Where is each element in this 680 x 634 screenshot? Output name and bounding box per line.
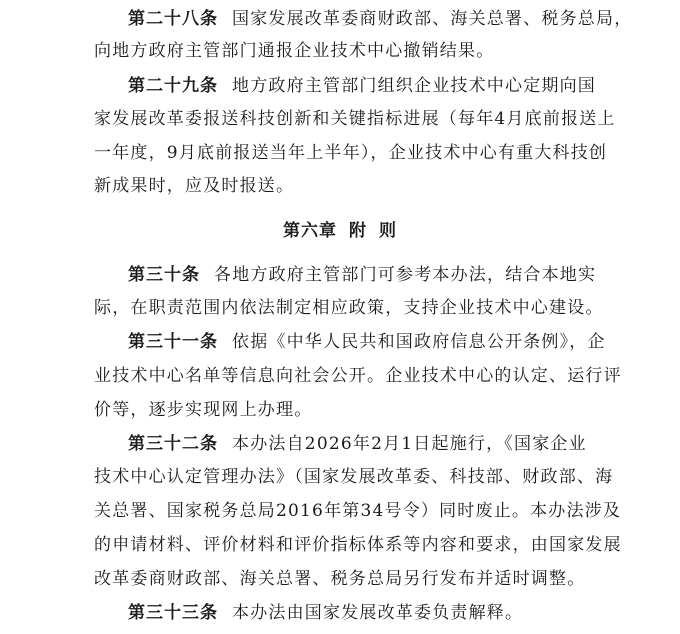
article-29-line-1 [128,75,596,97]
article-31-line-1 [128,331,606,353]
article-number: 第三十一条 [128,332,218,352]
article-text: 业技术中心名单等信息向社会公开。企业技术中心的认定、运行评 [94,366,622,386]
article-text: 价等，逐步实现网上办理。 [94,400,313,420]
article-number: 第二十八条 [128,9,218,29]
article-text: 技术中心认定管理办法》（国家发展改革委、科技部、财政部、海 [94,467,614,487]
article-32-line-2 [94,466,613,488]
article-text: 际，在职责范围内依法制定相应政策，支持企业技术中心建设。 [94,298,604,318]
article-text: 本办法由国家发展改革委负责解释。 [232,603,524,623]
chapter-title-char-1: 附 [349,221,367,241]
article-text: 的申请材料、评价材料和评价指标体系等内容和要求，由国家发展 [94,535,622,555]
article-30-line-1 [128,264,596,286]
article-29-line-4 [94,175,294,197]
article-number: 第二十九条 [128,76,218,96]
article-text: 各地方政府主管部门可参考本办法，结合本地实 [214,265,597,285]
article-text: 本办法自2026年2月1日起施行，《国家企业 [232,434,587,454]
article-text: 国家发展改革委商财政部、海关总署、税务总局， [232,9,633,29]
article-31-line-2 [94,365,622,387]
article-text: 改革委商财政部、海关总署、税务总局另行发布并适时调整。 [94,569,586,589]
article-28-line-2 [94,40,494,62]
chapter-heading [0,220,680,242]
article-29-line-3 [94,142,607,164]
article-text: 家发展改革委报送科技创新和关键指标进展（每年4月底前报送上 [94,109,616,129]
article-number: 第三十二条 [128,434,218,454]
article-32-line-4 [94,534,622,556]
article-29-line-2 [94,108,616,130]
article-text: 依据《中华人民共和国政府信息公开条例》，企 [232,332,606,352]
chapter-title-char-2: 则 [379,221,397,241]
article-32-line-5 [94,568,585,590]
article-32-line-3 [94,500,621,522]
article-text: 关总署、国家税务总局2016年第34号令）同时废止。本办法涉及 [94,501,622,521]
article-32-line-1 [128,433,587,455]
chapter-number: 第六章 [283,221,337,241]
article-30-line-2 [94,297,604,319]
article-text: 新成果时，应及时报送。 [94,176,295,196]
article-33-line-1 [128,602,523,624]
article-number: 第三十条 [128,265,200,285]
article-text: 一年度，9月底前报送当年上半年），企业技术中心有重大科技创 [94,143,608,163]
article-text: 地方政府主管部门组织企业技术中心定期向国 [232,76,596,96]
article-text: 向地方政府主管部门通报企业技术中心撤销结果。 [94,41,495,61]
article-31-line-3 [94,399,312,421]
article-number: 第三十三条 [128,603,218,623]
article-28-line-1 [128,8,632,30]
